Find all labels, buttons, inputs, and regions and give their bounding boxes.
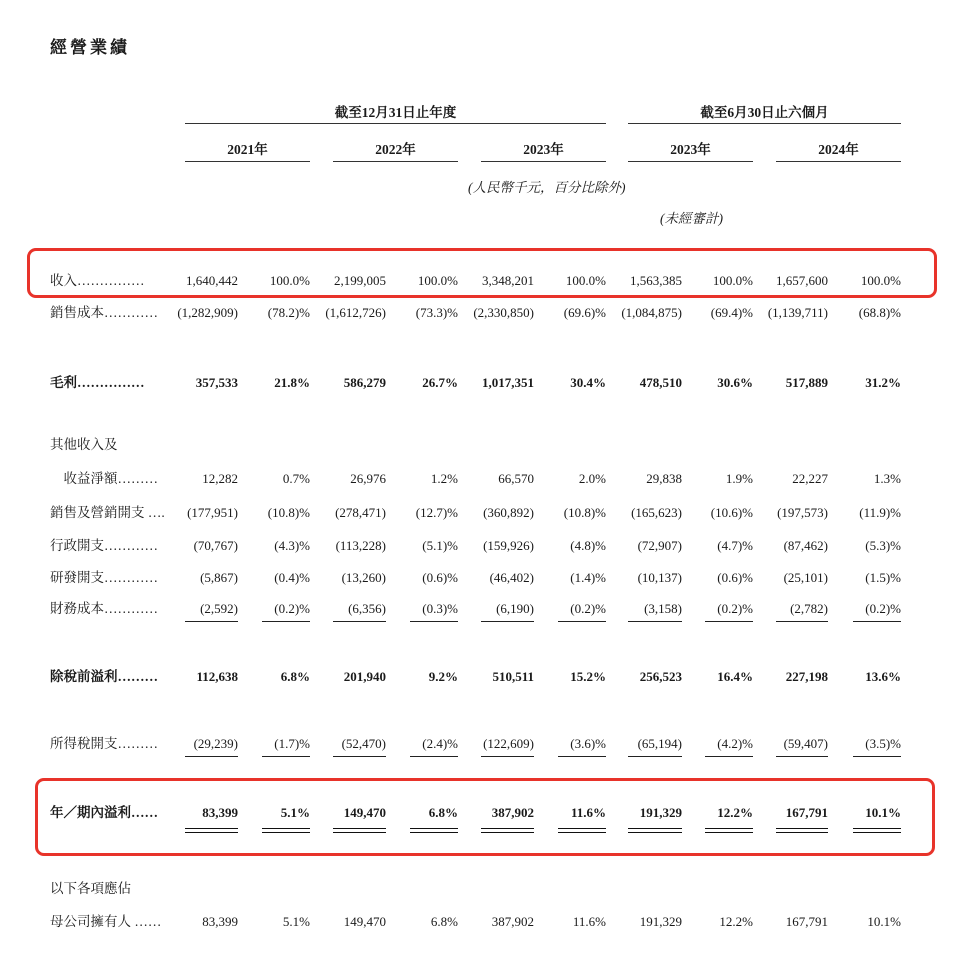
row-label-cost-of-sales: 銷售成本………… <box>50 305 158 320</box>
cell-profit-before-tax-6: 256,523 <box>639 669 682 684</box>
row-label-other-income-label: 其他收入及 <box>50 437 118 452</box>
cell-other-income-net-8: 22,227 <box>792 471 828 486</box>
cell-rd-expenses-4: (46,402) <box>489 570 534 585</box>
single-underline <box>853 756 901 757</box>
year-header: 2021年 <box>227 142 268 157</box>
cell-gross-profit-2: 586,279 <box>343 375 386 390</box>
cell-finance-costs-8: (2,782) <box>790 601 828 616</box>
year-rule <box>628 161 753 162</box>
single-underline <box>705 756 753 757</box>
row-label-gross-profit: 毛利…………… <box>50 375 145 390</box>
single-underline <box>481 621 534 622</box>
cell-income-tax-2: (52,470) <box>341 736 386 751</box>
cell-rd-expenses-3: (0.6)% <box>422 570 458 585</box>
cell-rd-expenses-1: (0.4)% <box>274 570 310 585</box>
row-label-admin-expenses: 行政開支………… <box>50 538 158 553</box>
cell-profit-for-period-5: 11.6% <box>570 805 606 820</box>
cell-profit-before-tax-1: 6.8% <box>280 669 310 684</box>
cell-profit-before-tax-0: 112,638 <box>196 669 238 684</box>
cell-other-income-net-1: 0.7% <box>282 471 310 486</box>
cell-profit-before-tax-5: 15.2% <box>570 669 606 684</box>
cell-finance-costs-1: (0.2)% <box>274 601 310 616</box>
cell-income-tax-3: (2.4)% <box>422 736 458 751</box>
cell-finance-costs-2: (6,356) <box>348 601 386 616</box>
cell-finance-costs-5: (0.2)% <box>570 601 606 616</box>
cell-gross-profit-1: 21.8% <box>274 375 310 390</box>
cell-other-income-net-5: 2.0% <box>578 471 606 486</box>
cell-revenue-0: 1,640,442 <box>186 273 238 288</box>
year-header: 2024年 <box>818 142 859 157</box>
cell-profit-before-tax-8: 227,198 <box>785 669 828 684</box>
row-label-other-income-net: 收益淨額……… <box>50 471 158 486</box>
single-underline <box>776 756 828 757</box>
single-underline <box>262 756 310 757</box>
cell-admin-expenses-9: (5.3)% <box>865 538 901 553</box>
cell-profit-for-period-0: 83,399 <box>202 805 238 820</box>
cell-profit-before-tax-9: 13.6% <box>865 669 901 684</box>
cell-profit-for-period-1: 5.1% <box>280 805 310 820</box>
cell-rd-expenses-8: (25,101) <box>783 570 828 585</box>
cell-gross-profit-6: 478,510 <box>639 375 682 390</box>
cell-finance-costs-3: (0.3)% <box>422 601 458 616</box>
cell-revenue-6: 1,563,385 <box>630 273 682 288</box>
row-label-profit-for-period: 年／期內溢利…… <box>50 805 158 820</box>
group-rule-six-months <box>628 123 901 124</box>
cell-cost-of-sales-5: (69.6)% <box>563 305 606 320</box>
year-rule <box>481 161 606 162</box>
cell-finance-costs-9: (0.2)% <box>865 601 901 616</box>
cell-rd-expenses-9: (1.5)% <box>865 570 901 585</box>
cell-profit-for-period-9: 10.1% <box>865 805 901 820</box>
year-header: 2023年 <box>670 142 711 157</box>
cell-parent-owners-8: 167,791 <box>785 914 828 929</box>
cell-rd-expenses-5: (1.4)% <box>570 570 606 585</box>
cell-income-tax-9: (3.5)% <box>865 736 901 751</box>
year-header: 2023年 <box>523 142 564 157</box>
cell-parent-owners-5: 11.6% <box>572 914 606 929</box>
cell-cost-of-sales-6: (1,084,875) <box>621 305 682 320</box>
cell-admin-expenses-4: (159,926) <box>483 538 534 553</box>
single-underline <box>776 621 828 622</box>
cell-other-income-net-0: 12,282 <box>202 471 238 486</box>
cell-other-income-net-4: 66,570 <box>498 471 534 486</box>
cell-parent-owners-9: 10.1% <box>867 914 901 929</box>
cell-cost-of-sales-9: (68.8)% <box>858 305 901 320</box>
cell-selling-expenses-8: (197,573) <box>777 505 828 520</box>
cell-revenue-3: 100.0% <box>417 273 458 288</box>
cell-revenue-1: 100.0% <box>269 273 310 288</box>
year-rule <box>333 161 458 162</box>
cell-gross-profit-3: 26.7% <box>422 375 458 390</box>
cell-other-income-net-7: 1.9% <box>725 471 753 486</box>
cell-profit-before-tax-3: 9.2% <box>428 669 458 684</box>
cell-selling-expenses-3: (12.7)% <box>415 505 458 520</box>
cell-other-income-net-3: 1.2% <box>430 471 458 486</box>
cell-profit-for-period-4: 387,902 <box>491 805 534 820</box>
single-underline <box>185 756 238 757</box>
cell-parent-owners-0: 83,399 <box>202 914 238 929</box>
year-rule <box>776 161 901 162</box>
single-underline <box>262 621 310 622</box>
cell-selling-expenses-6: (165,623) <box>631 505 682 520</box>
cell-parent-owners-3: 6.8% <box>430 914 458 929</box>
cell-cost-of-sales-7: (69.4)% <box>710 305 753 320</box>
cell-other-income-net-2: 26,976 <box>350 471 386 486</box>
cell-gross-profit-7: 30.6% <box>717 375 753 390</box>
cell-revenue-5: 100.0% <box>565 273 606 288</box>
row-label-income-tax: 所得稅開支……… <box>50 736 158 751</box>
cell-income-tax-5: (3.6)% <box>570 736 606 751</box>
single-underline <box>558 756 606 757</box>
cell-parent-owners-2: 149,470 <box>343 914 386 929</box>
cell-revenue-9: 100.0% <box>860 273 901 288</box>
single-underline <box>333 621 386 622</box>
year-header: 2022年 <box>375 142 416 157</box>
cell-selling-expenses-5: (10.8)% <box>563 505 606 520</box>
cell-selling-expenses-4: (360,892) <box>483 505 534 520</box>
cell-rd-expenses-6: (10,137) <box>637 570 682 585</box>
row-label-finance-costs: 財務成本………… <box>50 601 158 616</box>
cell-gross-profit-4: 1,017,351 <box>482 375 534 390</box>
cell-finance-costs-6: (3,158) <box>644 601 682 616</box>
single-underline <box>628 621 682 622</box>
cell-income-tax-4: (122,609) <box>483 736 534 751</box>
cell-parent-owners-1: 5.1% <box>282 914 310 929</box>
cell-admin-expenses-0: (70,767) <box>193 538 238 553</box>
cell-selling-expenses-9: (11.9)% <box>859 505 901 520</box>
row-label-attributable-label: 以下各項應佔 <box>50 881 131 896</box>
group-header-six-months: 截至6月30日止六個月 <box>700 105 829 120</box>
cell-cost-of-sales-2: (1,612,726) <box>325 305 386 320</box>
row-label-revenue: 收入…………… <box>50 273 145 288</box>
unaudited-note: (未經審計) <box>660 211 723 226</box>
cell-gross-profit-8: 517,889 <box>785 375 828 390</box>
cell-other-income-net-6: 29,838 <box>646 471 682 486</box>
cell-selling-expenses-1: (10.8)% <box>267 505 310 520</box>
single-underline <box>185 621 238 622</box>
cell-income-tax-6: (65,194) <box>637 736 682 751</box>
cell-cost-of-sales-3: (73.3)% <box>415 305 458 320</box>
cell-cost-of-sales-4: (2,330,850) <box>473 305 534 320</box>
profit-highlight-box <box>35 778 935 856</box>
cell-finance-costs-0: (2,592) <box>200 601 238 616</box>
cell-rd-expenses-7: (0.6)% <box>717 570 753 585</box>
cell-parent-owners-4: 387,902 <box>491 914 534 929</box>
cell-rd-expenses-2: (13,260) <box>341 570 386 585</box>
single-underline <box>705 621 753 622</box>
cell-profit-before-tax-2: 201,940 <box>343 669 386 684</box>
single-underline <box>333 756 386 757</box>
cell-admin-expenses-7: (4.7)% <box>717 538 753 553</box>
group-header-years: 截至12月31日止年度 <box>334 105 457 120</box>
row-label-selling-expenses: 銷售及營銷開支 …. <box>50 505 165 520</box>
cell-parent-owners-7: 12.2% <box>719 914 753 929</box>
cell-finance-costs-4: (6,190) <box>496 601 534 616</box>
single-underline <box>410 621 458 622</box>
cell-profit-for-period-3: 6.8% <box>428 805 458 820</box>
page-title: 經營業績 <box>50 38 130 57</box>
year-rule <box>185 161 310 162</box>
cell-admin-expenses-8: (87,462) <box>783 538 828 553</box>
cell-admin-expenses-6: (72,907) <box>637 538 682 553</box>
cell-income-tax-7: (4.2)% <box>717 736 753 751</box>
cell-gross-profit-9: 31.2% <box>865 375 901 390</box>
cell-revenue-8: 1,657,600 <box>776 273 828 288</box>
single-underline <box>628 756 682 757</box>
cell-profit-before-tax-7: 16.4% <box>717 669 753 684</box>
cell-cost-of-sales-1: (78.2)% <box>267 305 310 320</box>
cell-cost-of-sales-8: (1,139,711) <box>767 305 828 320</box>
cell-profit-for-period-2: 149,470 <box>343 805 386 820</box>
cell-revenue-2: 2,199,005 <box>334 273 386 288</box>
cell-profit-for-period-6: 191,329 <box>639 805 682 820</box>
cell-parent-owners-6: 191,329 <box>639 914 682 929</box>
cell-rd-expenses-0: (5,867) <box>200 570 238 585</box>
cell-admin-expenses-3: (5.1)% <box>422 538 458 553</box>
cell-admin-expenses-2: (113,228) <box>335 538 386 553</box>
cell-income-tax-8: (59,407) <box>783 736 828 751</box>
unit-note: (人民幣千元，百分比除外) <box>468 180 626 195</box>
cell-selling-expenses-7: (10.6)% <box>710 505 753 520</box>
cell-profit-before-tax-4: 510,511 <box>492 669 534 684</box>
group-rule-years <box>185 123 606 124</box>
cell-income-tax-1: (1.7)% <box>274 736 310 751</box>
cell-selling-expenses-0: (177,951) <box>187 505 238 520</box>
cell-profit-for-period-7: 12.2% <box>717 805 753 820</box>
cell-finance-costs-7: (0.2)% <box>717 601 753 616</box>
row-label-profit-before-tax: 除稅前溢利……… <box>50 669 158 684</box>
cell-revenue-4: 3,348,201 <box>482 273 534 288</box>
revenue-highlight-box <box>27 248 937 298</box>
cell-other-income-net-9: 1.3% <box>873 471 901 486</box>
cell-gross-profit-5: 30.4% <box>570 375 606 390</box>
cell-gross-profit-0: 357,533 <box>195 375 238 390</box>
cell-admin-expenses-1: (4.3)% <box>274 538 310 553</box>
single-underline <box>410 756 458 757</box>
cell-profit-for-period-8: 167,791 <box>785 805 828 820</box>
single-underline <box>853 621 901 622</box>
cell-selling-expenses-2: (278,471) <box>335 505 386 520</box>
cell-cost-of-sales-0: (1,282,909) <box>177 305 238 320</box>
single-underline <box>558 621 606 622</box>
cell-admin-expenses-5: (4.8)% <box>570 538 606 553</box>
cell-income-tax-0: (29,239) <box>193 736 238 751</box>
row-label-rd-expenses: 研發開支………… <box>50 570 158 585</box>
single-underline <box>481 756 534 757</box>
row-label-parent-owners: 母公司擁有人 …… <box>50 914 162 929</box>
cell-revenue-7: 100.0% <box>712 273 753 288</box>
